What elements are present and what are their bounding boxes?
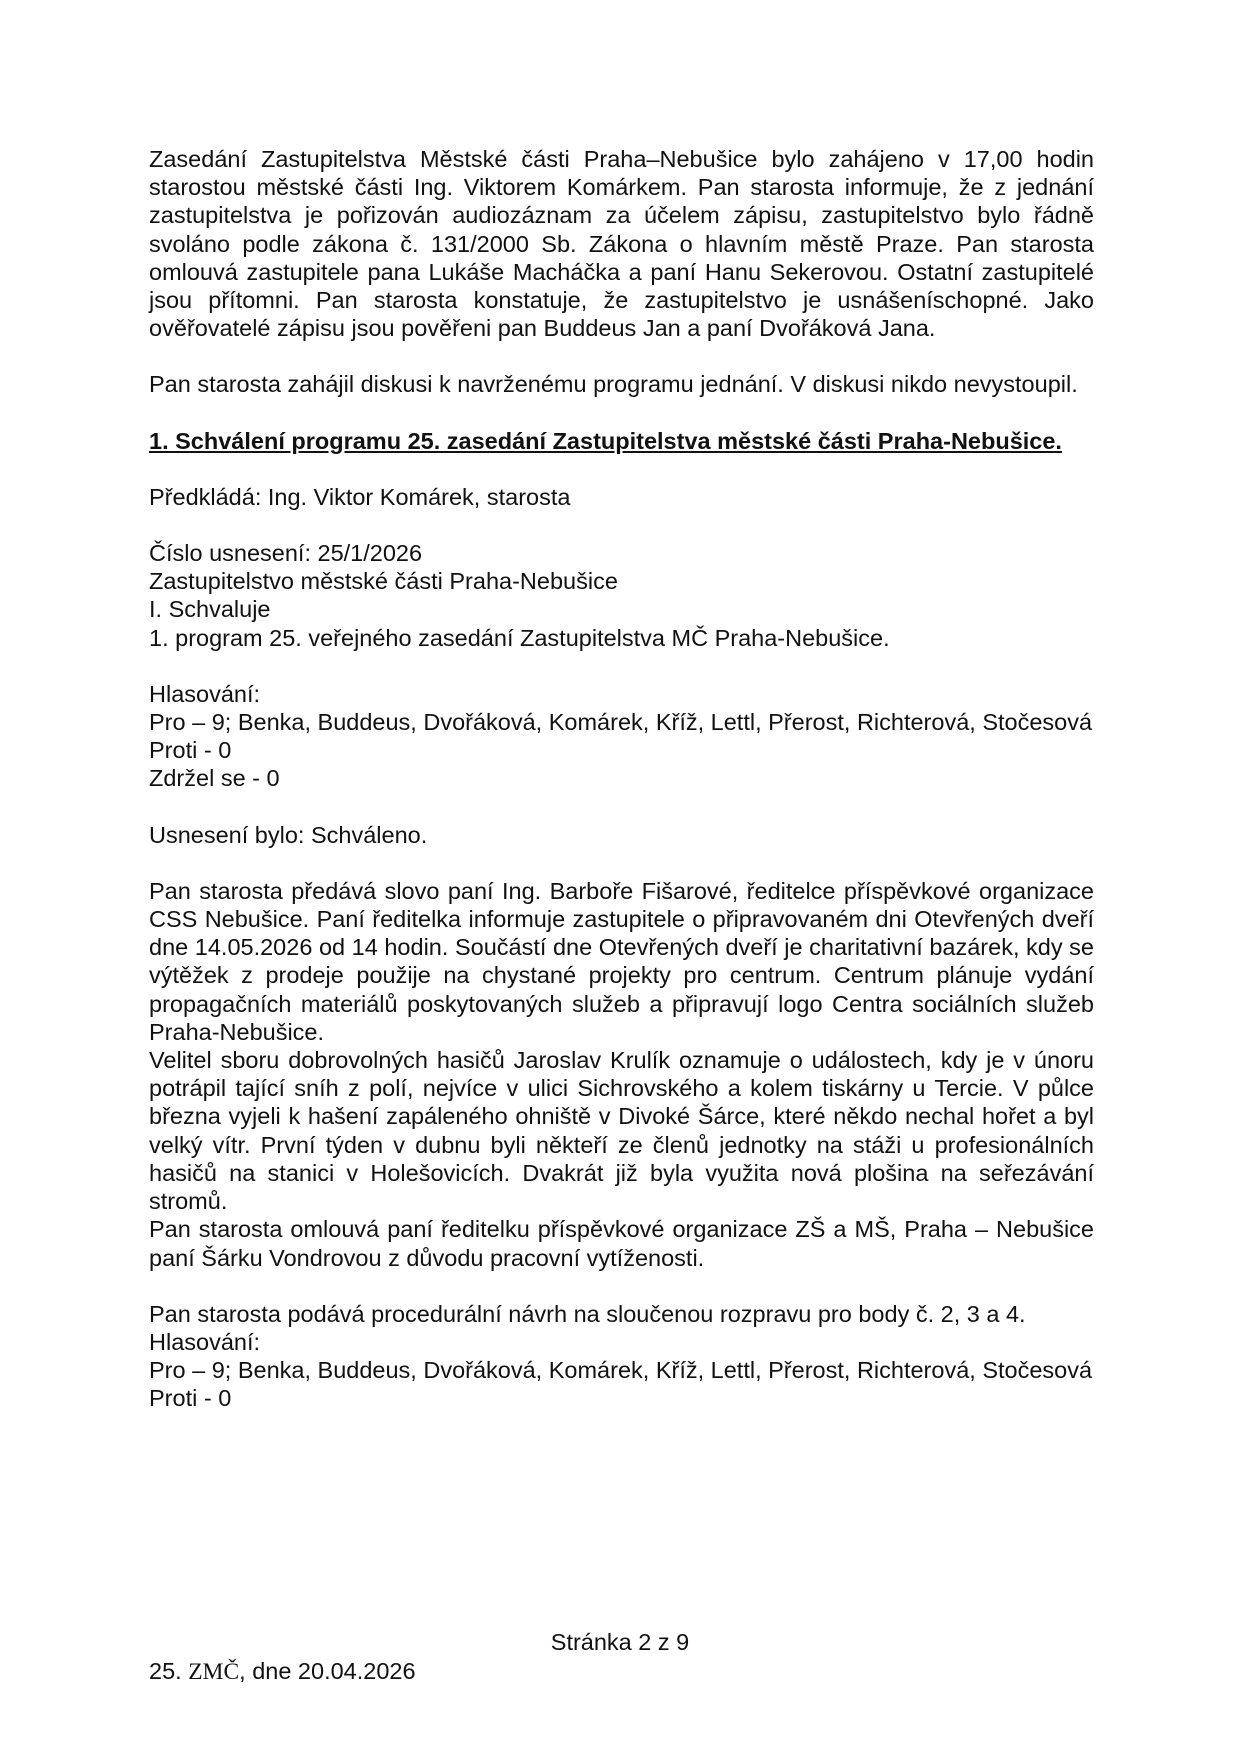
vote2-label: Hlasování: (149, 1328, 261, 1355)
vote2-pro: Pro – 9; Benka, Buddeus, Dvořáková, Komárek, Kříž, Lettl, Přerost, Richterová, Stočesová (149, 1357, 1093, 1384)
resolution-item: 1. program 25. veřejného zasedání Zastupitelstva MČ Praha-Nebušice. (149, 624, 890, 651)
vote-pro: Pro – 9; Benka, Buddeus, Dvořáková, Komárek, Kříž, Lettl, Přerost, Richterová, Stočesová (149, 709, 1093, 736)
speech-fire-brigade: Velitel sboru dobrovolných hasičů Jaroslav Krulík oznamuje o událostech, kdy je v únoru potrápil tající sníh z polí, nejvíce v ulici Sichrovského a kolem tiskárny u Tercie. V půlce března vyjeli k hašení zapáleného ohniště v Divoké Šárce, které někdo nechal hořet a byl velký vítr. První týden v dubnu byli někteří ze členů jednotky na stáži u profesionálních hasičů na stanici v Holešovicích. Dvakrát již byla využita nová plošina na seřezávání stromů. (149, 1047, 1094, 1215)
vote-proti: Proti - 0 (149, 737, 232, 764)
speech-apology: Pan starosta omlouvá paní ředitelku příspěvkové organizace ZŠ a MŠ, Praha – Nebušice paní Šárku Vondrovou z důvodu pracovní vytíženosti. (149, 1216, 1094, 1271)
intro-paragraph: Zasedání Zastupitelstva Městské části Praha–Nebušice bylo zahájeno v 17,00 hodin starostou městské části Ing. Viktorem Komárkem. Pan starosta informuje, že z jednání zastupitelstva je pořizován audiozáznam za účelem zápisu, zastupitelstvo bylo řádně svoláno podle zákona č. 131/2000 Sb. Zákona o hlavním městě Praze. Pan starosta omlouvá zastupitele pana Lukáše Macháčka a paní Hanu Sekerovou. Ostatní zastupitelé jsou přítomni. Pan starosta konstatuje, že zastupitelstvo je usnášeníschopné. Jako ověřovatelé zápisu jsou pověřeni pan Buddeus Jan a paní Dvořáková Jana. (149, 146, 1094, 342)
agenda-heading-1: 1. Schválení programu 25. zasedání Zastupitelstva městské části Praha-Nebušice. (149, 427, 1062, 454)
procedural-motion: Pan starosta podává procedurální návrh na sloučenou rozpravu pro body č. 2, 3 a 4. (149, 1300, 1026, 1327)
document-body (149, 145, 1094, 1413)
vote-label: Hlasování: (149, 680, 261, 707)
footer-meeting-date (149, 1658, 416, 1686)
vote2-proti: Proti - 0 (149, 1385, 232, 1412)
resolution-number: Číslo usnesení: 25/1/2026 (149, 540, 423, 567)
footer-zmc: ZMČ (188, 1659, 240, 1685)
footer-date: , dne 20.04.2026 (239, 1658, 416, 1684)
presenter-line: Předkládá: Ing. Viktor Komárek, starosta (149, 483, 571, 510)
resolution-body: Zastupitelstvo městské části Praha-Nebušice (149, 568, 618, 595)
resolution-result: Usnesení bylo: Schváleno. (149, 821, 428, 848)
resolution-approves: I. Schvaluje (149, 596, 271, 623)
discussion-paragraph: Pan starosta zahájil diskusi k navrženému programu jednání. V diskusi nikdo nevystoupil. (149, 371, 1078, 398)
vote-abstain: Zdržel se - 0 (149, 765, 280, 792)
footer-prefix: 25. (149, 1658, 182, 1684)
speech-css-director: Pan starosta předává slovo paní Ing. Barboře Fišarové, ředitelce příspěvkové organizace CSS Nebušice. Paní ředitelka informuje zastupitele o připravovaném dni Otevřených dveří dne 14.05.2026 od 14 hodin. Součástí dne Otevřených dveří je charitativní bazárek, kdy se výtěžek z prodeje použije na chystané projekty pro centrum. Centrum plánuje vydání propagačních materiálů poskytovaných služeb a připravují logo Centra sociálních služeb Praha-Nebušice. (149, 877, 1094, 1045)
page-number: Stránka 2 z 9 (550, 1629, 690, 1655)
